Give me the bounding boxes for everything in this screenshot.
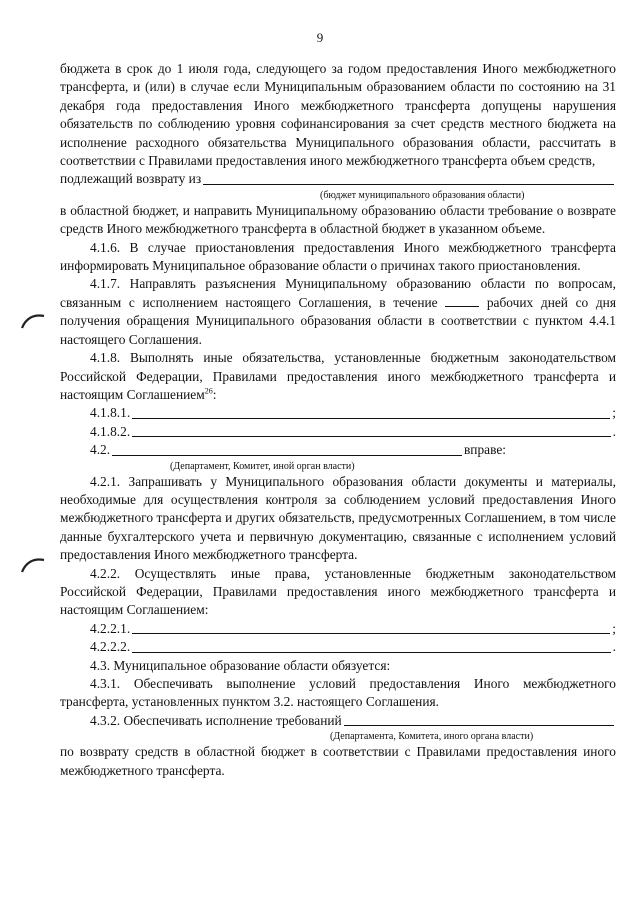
paragraph: 4.1.8. Выполнять иные обязательства, установленные бюджетным законодательством Российской Федерации, Правилами предоставления иного межбюджетного трансферта и настоящим Соглашением$^{26}$: (60, 350, 616, 402)
paragraph-text: 4.3.2. Обеспечивать исполнение требований (90, 712, 342, 728)
blank-field (203, 174, 614, 185)
paragraph: 4.1.6. В случае приостановления предоставления Иного межбюджетного трансферта информировать Муниципальное образование области о причинах такого приостановления. (60, 239, 616, 274)
clause-end: вправе: (463, 442, 506, 458)
blank-field (132, 623, 610, 634)
clause-end: . (612, 423, 616, 439)
field-caption: (бюджет муниципального образования области) (320, 189, 525, 201)
blank-field (112, 445, 462, 456)
blank-field (344, 715, 614, 726)
blank-line (60, 441, 616, 459)
footnote-ref: 26 (204, 386, 213, 396)
page-number: 9 (316, 30, 324, 45)
clause-end: ; (612, 620, 616, 636)
blank-line (60, 712, 616, 730)
paragraph: бюджета в срок до 1 июля года, следующего за годом предоставления Иного межбюджетного трансферта, и (или) в случае если Муниципальным образованием области по состоянию на 31 декабря года предоставления Иного межбюджетного трансферта допущены нарушения обязательств по соблюдению уровня софинансирования за счет средств местного бюджета на исполнение расходного обязательства Муниципального образования области, рассчитать в соответствии с Правилами предоставления иного межбюджетного трансферта объем средств, (60, 61, 616, 169)
blank-line (60, 620, 616, 638)
blank-field (445, 294, 479, 307)
clause-number: 4.2.2.1. (90, 620, 131, 636)
scan-mark-icon (20, 556, 46, 576)
blank-field (132, 642, 610, 653)
blank-field (132, 408, 610, 419)
blank-field (132, 426, 610, 437)
clause-number: 4.2.2.2. (90, 639, 131, 655)
paragraph: 4.3. Муниципальное образование области обязуется: (90, 657, 391, 673)
field-caption: (Департамент, Комитет, иной орган власти) (170, 460, 355, 472)
field-caption: (Департамента, Комитета, иного органа власти) (330, 731, 534, 743)
clause-end: . (612, 639, 616, 655)
paragraph: 4.2.1. Запрашивать у Муниципального образования области документы и материалы, необходимые для осуществления контроля за соблюдением условий предоставления Иного межбюджетного трансферта и других обязательств, предусмотренных Соглашением, в том числе данные бухгалтерского учета и первичную документацию, связанные с исполнением условий предоставления Иного межбюджетного трансферта. (60, 473, 616, 563)
document-body (60, 60, 616, 780)
blank-line (60, 638, 616, 656)
paragraph: 4.1.7. Направлять разъяснения Муниципальному образованию области по вопросам, связанным с исполнением настоящего Соглашения, в течение рабочих дней со дня получения обращения Муниципального образования области в соответствии с пунктом 4.4.1 настоящего Соглашения. (60, 276, 616, 347)
blank-line (60, 170, 616, 188)
paragraph: по возврату средств в областной бюджет в соответствии с Правилами предоставления иного межбюджетного трансферта. (60, 744, 616, 778)
clause-number: 4.2. (90, 442, 111, 458)
clause-number: 4.1.8.1. (90, 405, 131, 421)
clause-end: ; (612, 405, 616, 421)
scan-mark-icon (20, 312, 46, 332)
clause-number: 4.1.8.2. (90, 423, 131, 439)
blank-line (60, 423, 616, 441)
paragraph: в областной бюджет, и направить Муниципальному образованию области требование о возврате средств Иного межбюджетного трансферта в областной бюджет в указанном объеме. (60, 202, 616, 237)
paragraph-text: подлежащий возврату из (60, 171, 202, 187)
paragraph: 4.3.1. Обеспечивать выполнение условий предоставления Иного межбюджетного трансферта, установленных пунктом 3.2. настоящего Соглашения. (60, 676, 616, 710)
blank-line (60, 404, 616, 422)
paragraph: 4.2.2. Осуществлять иные права, установленные бюджетным законодательством Российской Федерации, Правилами предоставления иного межбюджетного трансферта и настоящим Соглашением: (60, 565, 616, 618)
